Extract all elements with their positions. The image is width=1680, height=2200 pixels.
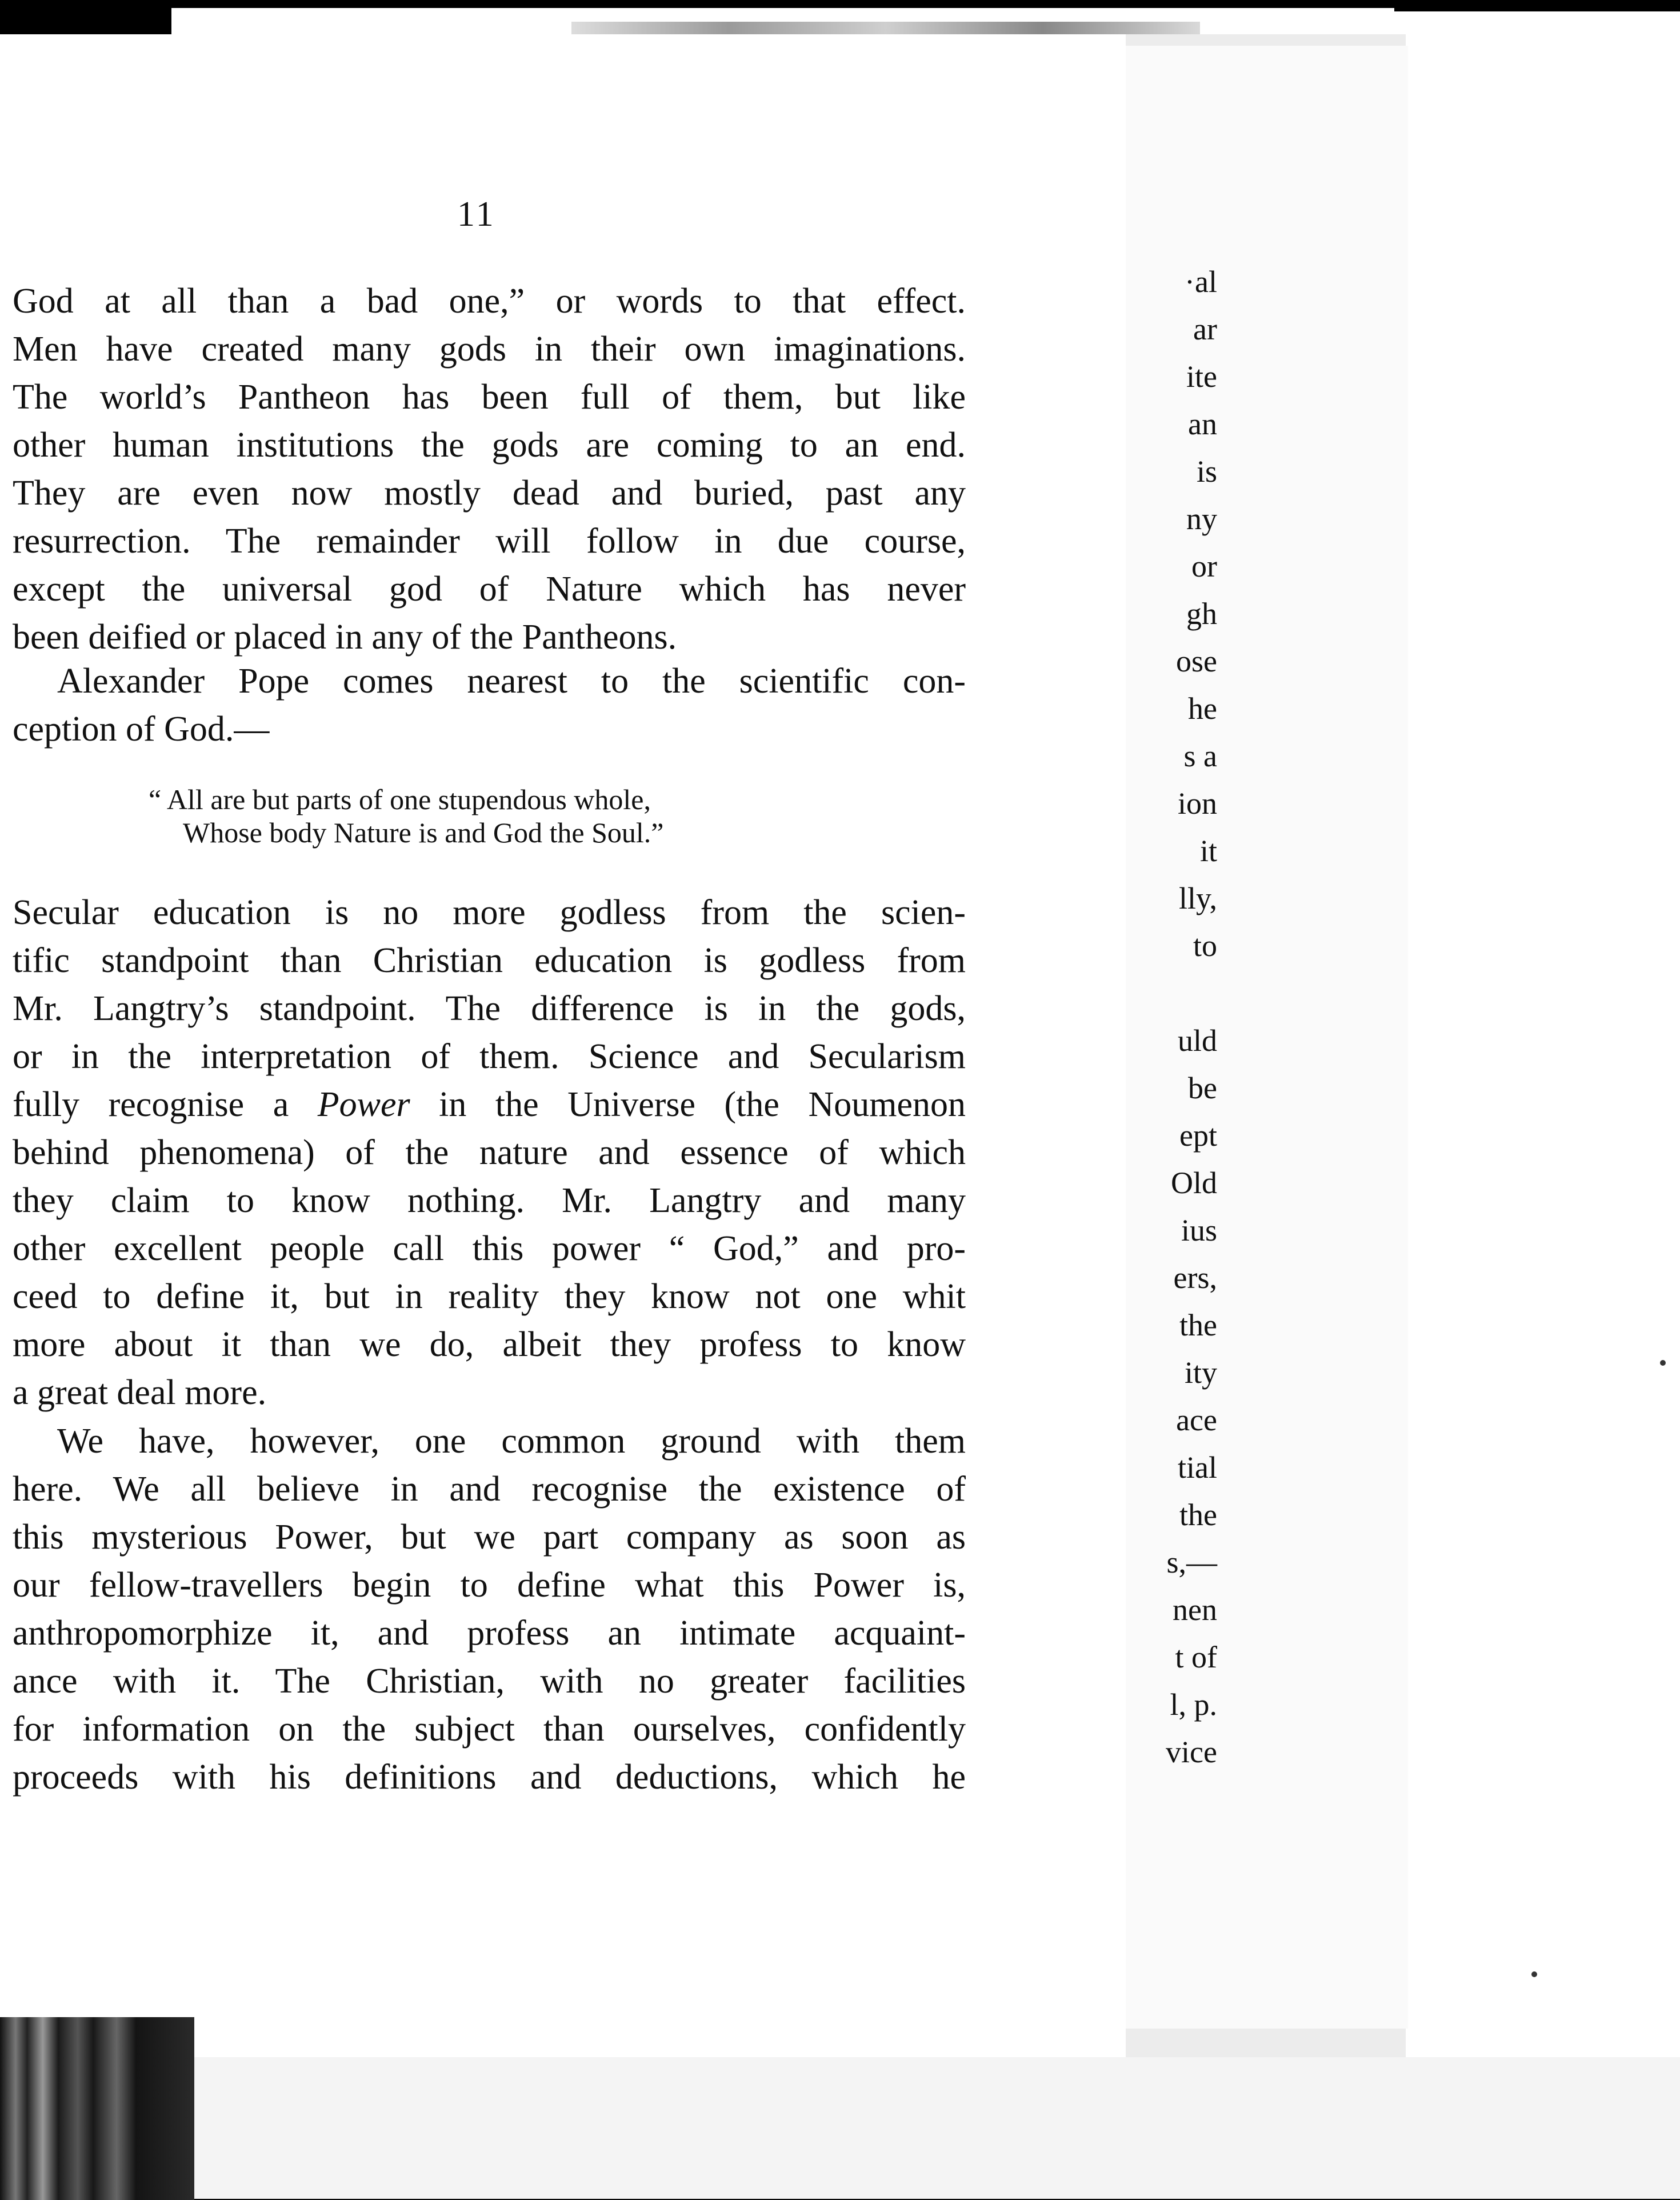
fragment-text: the bbox=[1179, 1498, 1217, 1532]
fragment-text: s a bbox=[1183, 739, 1217, 773]
fragment-text: the bbox=[1179, 1308, 1217, 1342]
fragment-text: gh bbox=[1186, 597, 1217, 631]
fragment-text: t of bbox=[1175, 1640, 1217, 1674]
text-line: Alexander Pope comes nearest to the scientific con- bbox=[57, 662, 966, 701]
fragment-text: an bbox=[1188, 407, 1217, 441]
fragment-text: ose bbox=[1176, 644, 1217, 678]
fragment-text: ity bbox=[1184, 1355, 1217, 1390]
text-line: they claim to know nothing. Mr. Langtry and many bbox=[13, 1181, 966, 1220]
text-line: or in the interpretation of them. Science and Secularism bbox=[13, 1037, 966, 1076]
pope-quote bbox=[149, 783, 834, 849]
fragment-text: ers, bbox=[1173, 1261, 1217, 1295]
text-line: Secular education is no more godless from the scien- bbox=[13, 893, 966, 932]
fragment-text: it bbox=[1199, 834, 1217, 868]
text-line: resurrection. The remainder will follow in due course, bbox=[13, 522, 966, 561]
text-line: behind phenomena) of the nature and essence of which bbox=[13, 1133, 966, 1172]
fragment-text: lly, bbox=[1179, 881, 1217, 915]
text-line: been deified or placed in any of the Pantheons. bbox=[13, 618, 677, 657]
fragment-text: ept bbox=[1179, 1118, 1217, 1153]
fragment-text: to bbox=[1193, 929, 1217, 963]
fragment-text: vice bbox=[1166, 1735, 1217, 1769]
bottom-corner-photo bbox=[0, 2017, 194, 2200]
quote-line: “ All are but parts of one stupendous whole, bbox=[149, 783, 651, 815]
text-line: anthropomorphize it, and profess an intimate acquaint- bbox=[13, 1614, 966, 1653]
text-line: Mr. Langtry’s standpoint. The difference is in the gods, bbox=[13, 989, 966, 1028]
text-line: more about it than we do, albeit they profess to know bbox=[13, 1325, 966, 1364]
text-line: ception of God.— bbox=[13, 710, 270, 749]
text-line: a great deal more. bbox=[13, 1373, 267, 1412]
text-line: ceed to define it, but in reality they know not one whit bbox=[13, 1277, 966, 1316]
fragment-text: s,— bbox=[1166, 1545, 1217, 1579]
text-line: other human institutions the gods are coming to an end. bbox=[13, 426, 966, 465]
text-line: Men have created many gods in their own imaginations. bbox=[13, 330, 966, 369]
text-span: fully recognise a bbox=[13, 1085, 318, 1124]
text-line: proceeds with his definitions and deductions, which he bbox=[13, 1758, 966, 1797]
text-line: our fellow-travellers begin to define what this Power is, bbox=[13, 1566, 966, 1605]
text-line: ance with it. The Christian, with no greater facilities bbox=[13, 1662, 966, 1701]
text-line: The world’s Pantheon has been full of them, but like bbox=[13, 378, 966, 417]
paragraph-3 bbox=[13, 889, 966, 1417]
fragment-text: be bbox=[1188, 1071, 1217, 1105]
text-line: We have, however, one common ground with them bbox=[57, 1422, 966, 1461]
fragment-text: nen bbox=[1173, 1593, 1217, 1627]
text-line: this mysterious Power, but we part company as soon as bbox=[13, 1518, 966, 1557]
scan-speck bbox=[1531, 1971, 1537, 1977]
fragment-text: he bbox=[1188, 691, 1217, 726]
text-line bbox=[13, 1081, 966, 1129]
bottom-margin bbox=[177, 2057, 1680, 2199]
paragraph-4 bbox=[13, 1417, 966, 1801]
text-line: They are even now mostly dead and buried, past any bbox=[13, 474, 966, 513]
text-line: tific standpoint than Christian education is godless from bbox=[13, 941, 966, 980]
fragment-text: is bbox=[1196, 454, 1217, 489]
fragment-text: uld bbox=[1177, 1023, 1217, 1058]
text-line: except the universal god of Nature which has never bbox=[13, 570, 966, 609]
fragment-text: ace bbox=[1176, 1403, 1217, 1437]
fragment-text: ny bbox=[1186, 502, 1217, 536]
right-sheet bbox=[1394, 11, 1680, 2199]
text-line: other excellent people call this power “ God,” and pro- bbox=[13, 1229, 966, 1268]
quote-line: Whose body Nature is and God the Soul.” bbox=[183, 817, 664, 849]
fragment-text: ius bbox=[1181, 1213, 1217, 1247]
paragraph-1 bbox=[13, 277, 966, 661]
fragment-text: or bbox=[1191, 549, 1217, 583]
fragment-text: tial bbox=[1178, 1450, 1217, 1485]
fragment-text: ·al bbox=[1185, 265, 1217, 299]
scan-speck bbox=[1660, 1360, 1666, 1366]
text-line: here. We all believe in and recognise the existence of bbox=[13, 1470, 966, 1509]
text-span: in the Universe (the Noumenon bbox=[410, 1085, 966, 1124]
fragment-text: Old bbox=[1171, 1166, 1217, 1200]
fragment-text: l, p. bbox=[1170, 1687, 1217, 1722]
page-number: 11 bbox=[457, 195, 496, 234]
text-line: God at all than a bad one,” or words to that effect. bbox=[13, 282, 966, 321]
fragment-text: ion bbox=[1177, 786, 1217, 821]
fragment-text: ar bbox=[1193, 312, 1217, 346]
fragment-text: ite bbox=[1186, 359, 1217, 394]
text-line: for information on the subject than ourselves, confidently bbox=[13, 1710, 966, 1749]
paragraph-2 bbox=[13, 657, 966, 753]
emphasis-power: Power bbox=[317, 1085, 410, 1124]
